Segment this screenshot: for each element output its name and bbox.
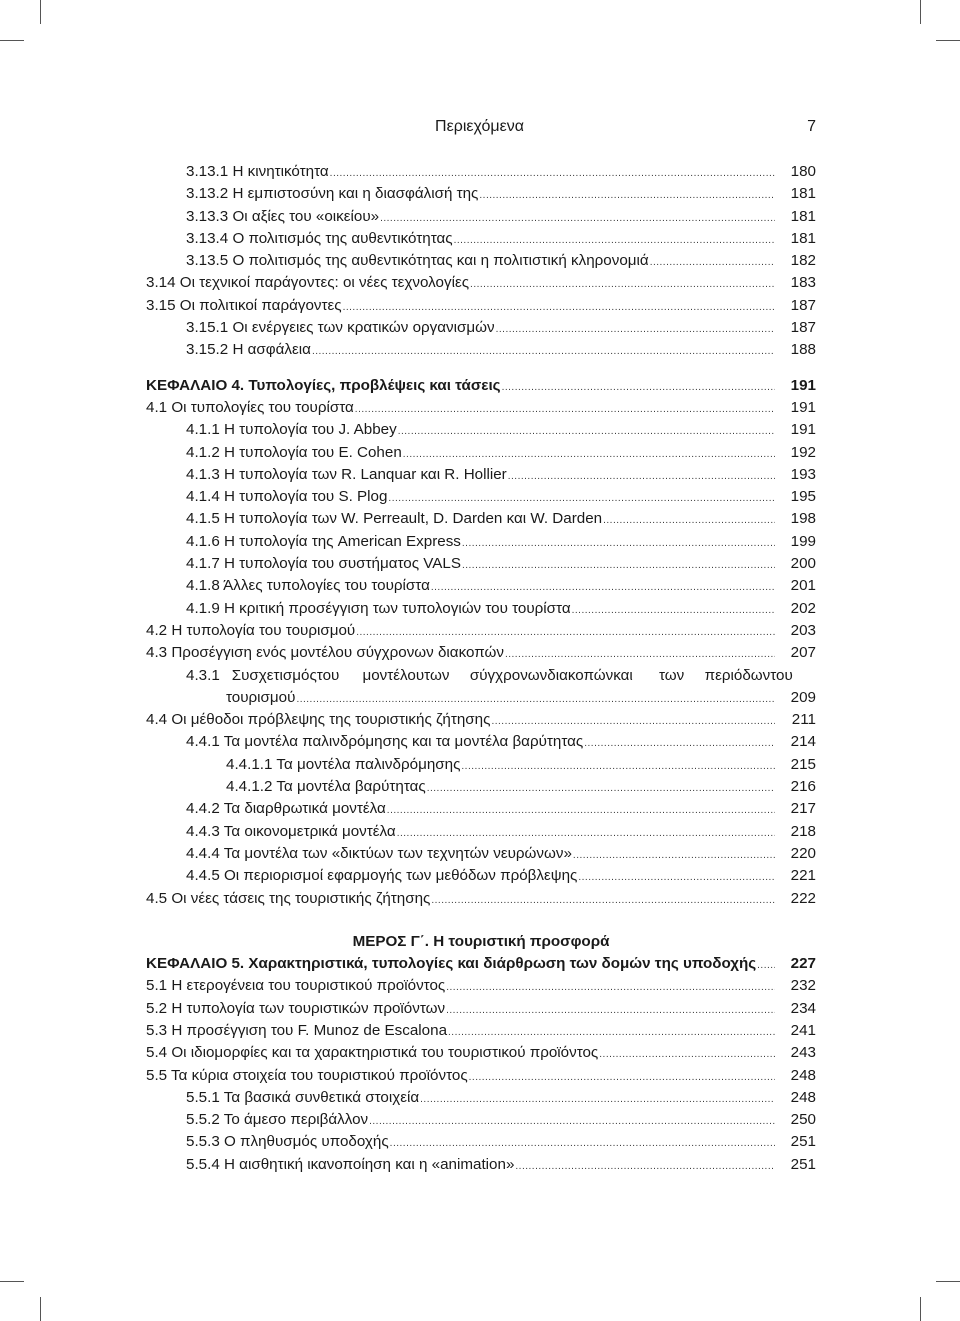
dot-leader	[390, 1133, 775, 1155]
toc-entry-page: 183	[790, 274, 816, 292]
dot-leader	[343, 297, 775, 319]
dot-leader	[369, 1111, 775, 1133]
toc-entry-text: 4.1.1 Η τυπολογία του J. Abbey	[186, 421, 397, 439]
toc-entry[interactable]	[146, 821, 816, 843]
toc-entry-text: 4.1.9 Η κριτική προσέγγιση των τυπολογιών του τουρίστα	[186, 599, 571, 617]
toc-entry-page: 199	[790, 532, 816, 550]
dot-leader	[388, 488, 775, 510]
toc-entry-page: 188	[790, 341, 816, 359]
toc-entry[interactable]	[146, 1131, 816, 1153]
dot-leader	[578, 867, 775, 889]
toc-entry-text: 5.5 Τα κύρια στοιχεία του τουριστικού προϊόντος	[146, 1066, 468, 1084]
toc-entry[interactable]	[146, 295, 816, 317]
dot-leader	[446, 1000, 775, 1022]
toc-entry-page: 251	[790, 1155, 816, 1173]
toc-entry-page: 251	[790, 1133, 816, 1151]
toc-entry-text: 4.1 Οι τυπολογίες του τουρίστα	[146, 398, 354, 416]
dot-leader	[603, 510, 775, 532]
toc-entry-text: 3.15 Οι πολιτικοί παράγοντες	[146, 296, 342, 314]
toc-entry[interactable]	[146, 953, 816, 975]
toc-entry-text: 3.13.4 Ο πολιτισμός της αυθεντικότητας	[186, 229, 453, 247]
toc-entry-text: ΚΕΦΑΛΑΙΟ 5. Χαρακτηριστικά, τυπολογίες και διάρθρωση των δομών της υποδοχής	[146, 955, 757, 973]
toc-entry-text: 5.1 Η ετερογένεια του τουριστικού προϊόντος	[146, 977, 446, 995]
toc-entry-page: 195	[790, 488, 816, 506]
toc-entry-text: τουρισμού	[226, 688, 296, 706]
toc-entry-text: 4.1.8 Άλλες τυπολογίες του τουρίστα	[186, 577, 430, 595]
running-header	[0, 118, 816, 142]
toc-entry-text: 4.1.7 Η τυπολογία του συστήματος VALS	[186, 555, 461, 573]
dot-leader	[448, 1022, 775, 1044]
dot-leader	[296, 689, 775, 711]
toc-entry[interactable]	[146, 183, 816, 205]
toc-entry-page: 214	[790, 733, 816, 751]
toc-entry-page: 198	[790, 510, 816, 528]
toc-entry-page: 202	[790, 599, 816, 617]
toc-entry-page: 181	[790, 207, 816, 225]
toc-entry[interactable]	[146, 709, 816, 731]
dot-leader	[469, 1067, 775, 1089]
toc-entry-wrapped-line	[146, 665, 816, 687]
toc-entry-page: 221	[790, 867, 816, 885]
toc-entry[interactable]	[146, 553, 816, 575]
dot-leader	[312, 341, 775, 363]
toc-entry[interactable]	[146, 375, 816, 397]
toc-entry[interactable]	[146, 1042, 816, 1064]
toc-entry-page: 211	[791, 711, 816, 729]
toc-entry-text: 4.4 Οι μέθοδοι πρόβλεψης της τουριστικής ζήτησης	[146, 711, 491, 729]
toc-entry[interactable]	[146, 754, 816, 776]
toc-entry[interactable]	[146, 531, 816, 553]
toc-entry[interactable]	[146, 161, 816, 183]
toc-entry-text: 3.13.5 Ο πολιτισμός της αυθεντικότητας και η πολιτιστική κληρονομιά	[186, 252, 649, 270]
dot-leader	[454, 230, 775, 252]
dot-leader	[427, 778, 775, 800]
crop-mark	[936, 1281, 960, 1282]
page-number: 7	[807, 118, 816, 135]
toc-entry-page: 191	[790, 376, 816, 394]
dot-leader	[398, 421, 775, 443]
dot-leader	[757, 955, 775, 977]
toc-entry-text: 4.4.5 Οι περιορισμοί εφαρμογής των μεθόδων πρόβλεψης	[186, 867, 578, 885]
toc-entry-page: 207	[790, 644, 816, 662]
dot-leader	[431, 577, 775, 599]
toc-entry-text: 5.3 Η προσέγγιση του F. Munoz de Escalona	[146, 1021, 448, 1039]
dot-leader	[403, 444, 775, 466]
toc-entry[interactable]	[146, 464, 816, 486]
toc-entry-text: 4.1.3 Η τυπολογία των R. Lanquar και R. Hollier	[186, 465, 507, 483]
dot-leader	[431, 890, 775, 912]
dot-leader	[356, 622, 775, 644]
dot-leader	[496, 319, 775, 341]
crop-mark	[936, 40, 960, 41]
toc-entry-text: 4.1.4 Η τυπολογία του S. Plog	[186, 488, 388, 506]
toc-entry[interactable]	[146, 419, 816, 441]
toc-entry-page: 187	[790, 296, 816, 314]
toc-entry-page: 218	[790, 822, 816, 840]
toc-entry-page: 181	[790, 229, 816, 247]
toc-entry[interactable]	[146, 508, 816, 530]
dot-leader	[355, 399, 775, 421]
toc-entry[interactable]	[146, 250, 816, 272]
toc-entry[interactable]	[146, 598, 816, 620]
toc-entry-text: 5.2 Η τυπολογία των τουριστικών προϊόντων	[146, 999, 446, 1017]
part-heading: ΜΕΡΟΣ Γ΄. Η τουριστική προσφορά	[352, 932, 610, 950]
dot-leader	[572, 600, 775, 622]
toc-entry-text: 4.3.1 Συσχετισμός του μοντέλου των σύγχρονων διακοπών και των περιόδων του	[186, 666, 793, 684]
toc-entry-page: 193	[790, 465, 816, 483]
toc-entry-text: 4.4.1.1 Τα μοντέλα παλινδρόμησης	[226, 755, 461, 773]
toc-entry-page: 181	[790, 185, 816, 203]
toc-entry[interactable]	[146, 1154, 816, 1176]
dot-leader	[330, 163, 775, 185]
toc-entry[interactable]	[146, 486, 816, 508]
dot-leader	[508, 466, 775, 488]
toc-entry-text: 5.4 Οι ιδιομορφίες και τα χαρακτηριστικά του τουριστικού προϊόντος	[146, 1044, 599, 1062]
dot-leader	[462, 555, 775, 577]
dot-leader	[491, 711, 775, 733]
toc-entry-page: 227	[790, 955, 816, 973]
dot-leader	[505, 644, 775, 666]
dot-leader	[380, 208, 775, 230]
toc-entry-text: 3.13.1 Η κινητικότητα	[186, 163, 329, 180]
toc-entry-page: 200	[790, 555, 816, 573]
toc-entry-text: 4.5 Οι νέες τάσεις της τουριστικής ζήτησης	[146, 889, 431, 907]
toc-entry[interactable]	[146, 998, 816, 1020]
toc-entry-page: 248	[790, 1066, 816, 1084]
toc-entry-page: 217	[790, 800, 816, 818]
toc-entry-page: 222	[790, 889, 816, 907]
dot-leader	[599, 1044, 775, 1066]
dot-leader	[462, 533, 775, 555]
toc-entry[interactable]	[146, 1020, 816, 1042]
toc-entry[interactable]	[146, 776, 816, 798]
crop-mark	[920, 0, 921, 24]
toc-entry-text: 5.5.3 Ο πληθυσμός υποδοχής	[186, 1133, 389, 1151]
toc-entry-page: 220	[790, 844, 816, 862]
dot-leader	[502, 377, 775, 399]
dot-leader	[479, 185, 775, 207]
toc-entry-page: 234	[790, 999, 816, 1017]
toc-entry-text: 4.1.6 Η τυπολογία της American Express	[186, 532, 461, 550]
toc-entry-text: 4.2 Η τυπολογία του τουρισμού	[146, 621, 356, 639]
toc-entry-page: 241	[790, 1021, 816, 1039]
crop-mark	[0, 1281, 24, 1282]
toc-entry-text: 5.5.1 Τα βασικά συνθετικά στοιχεία	[186, 1088, 420, 1106]
table-of-contents	[146, 161, 816, 1176]
toc-entry-text: 5.5.2 Το άμεσο περιβάλλον	[186, 1111, 369, 1129]
toc-entry[interactable]	[146, 317, 816, 339]
toc-entry[interactable]	[146, 975, 816, 997]
toc-entry[interactable]	[146, 442, 816, 464]
toc-entry-text: 4.1.5 Η τυπολογία των W. Perreault, D. Darden και W. Darden	[186, 510, 603, 528]
toc-entry-page: 232	[790, 977, 816, 995]
toc-entry[interactable]	[146, 642, 816, 664]
toc-entry[interactable]	[146, 272, 816, 294]
dot-leader	[387, 800, 775, 822]
toc-entry[interactable]	[146, 1109, 816, 1131]
toc-entry[interactable]	[146, 339, 816, 361]
toc-entry[interactable]	[146, 620, 816, 642]
crop-mark	[920, 1297, 921, 1321]
toc-entry-text: 4.1.2 Η τυπολογία του E. Cohen	[186, 443, 402, 461]
toc-entry-text: 3.13.2 Η εμπιστοσύνη και η διασφάλισή της	[186, 185, 479, 203]
dot-leader	[650, 252, 775, 274]
toc-entry-page: 187	[790, 319, 816, 337]
crop-mark	[40, 1297, 41, 1321]
toc-entry-text: 3.15.1 Οι ενέργειες των κρατικών οργανισμών	[186, 319, 495, 337]
toc-entry-text: 4.4.1.2 Τα μοντέλα βαρύτητας	[226, 778, 426, 796]
toc-entry-page: 182	[790, 252, 816, 270]
toc-entry[interactable]	[146, 1087, 816, 1109]
toc-entry-page: 192	[790, 443, 816, 461]
dot-leader	[461, 756, 775, 778]
toc-entry-page: 248	[790, 1088, 816, 1106]
crop-mark	[0, 40, 24, 41]
dot-leader	[420, 1089, 775, 1111]
dot-leader	[515, 1156, 775, 1178]
crop-mark	[40, 0, 41, 24]
toc-entry-page: 215	[790, 755, 816, 773]
toc-entry[interactable]	[146, 1065, 816, 1087]
toc-entry[interactable]	[146, 865, 816, 887]
toc-entry-text: 3.14 Οι τεχνικοί παράγοντες: οι νέες τεχνολογίες	[146, 274, 470, 292]
toc-entry-text: 4.3 Προσέγγιση ενός μοντέλου σύγχρονων διακοπών	[146, 644, 504, 662]
toc-entry-text: ΚΕΦΑΛΑΙΟ 4. Τυπολογίες, προβλέψεις και τάσεις	[146, 376, 501, 394]
toc-entry[interactable]	[146, 843, 816, 865]
toc-entry-page: 180	[790, 163, 816, 180]
toc-entry[interactable]	[146, 731, 816, 753]
toc-entry-text: 4.4.4 Τα μοντέλα των «δικτύων των τεχνητών νευρώνων»	[186, 844, 572, 862]
toc-entry[interactable]	[146, 575, 816, 597]
toc-entry[interactable]	[146, 798, 816, 820]
dot-leader	[470, 274, 775, 296]
toc-entry-page: 201	[790, 577, 816, 595]
dot-leader	[446, 977, 775, 999]
toc-entry-text: 3.13.3 Οι αξίες του «οικείου»	[186, 207, 380, 225]
toc-entry-text: 4.4.3 Τα οικονομετρικά μοντέλα	[186, 822, 396, 840]
dot-leader	[397, 823, 775, 845]
toc-entry-page: 250	[790, 1111, 816, 1129]
toc-entry[interactable]	[146, 888, 816, 910]
toc-entry-text: 4.4.1 Τα μοντέλα παλινδρόμησης και τα μοντέλα βαρύτητας	[186, 733, 584, 751]
toc-entry[interactable]	[146, 206, 816, 228]
dot-leader	[573, 845, 775, 867]
toc-entry-page: 209	[790, 688, 816, 706]
toc-entry-text: 4.4.2 Τα διαρθρωτικά μοντέλα	[186, 800, 386, 818]
toc-entry[interactable]	[146, 228, 816, 250]
toc-entry-page: 191	[790, 421, 816, 439]
toc-entry[interactable]	[146, 687, 816, 709]
toc-entry-page: 216	[790, 778, 816, 796]
toc-entry-page: 191	[790, 398, 816, 416]
toc-entry[interactable]	[146, 397, 816, 419]
dot-leader	[584, 733, 775, 755]
toc-entry-page: 243	[790, 1044, 816, 1062]
running-header-title: Περιεχόμενα	[435, 118, 524, 135]
toc-entry-text: 5.5.4 Η αισθητική ικανοποίηση και η «animation»	[186, 1155, 515, 1173]
toc-entry-page: 203	[790, 621, 816, 639]
toc-entry-text: 3.15.2 Η ασφάλεια	[186, 341, 311, 359]
